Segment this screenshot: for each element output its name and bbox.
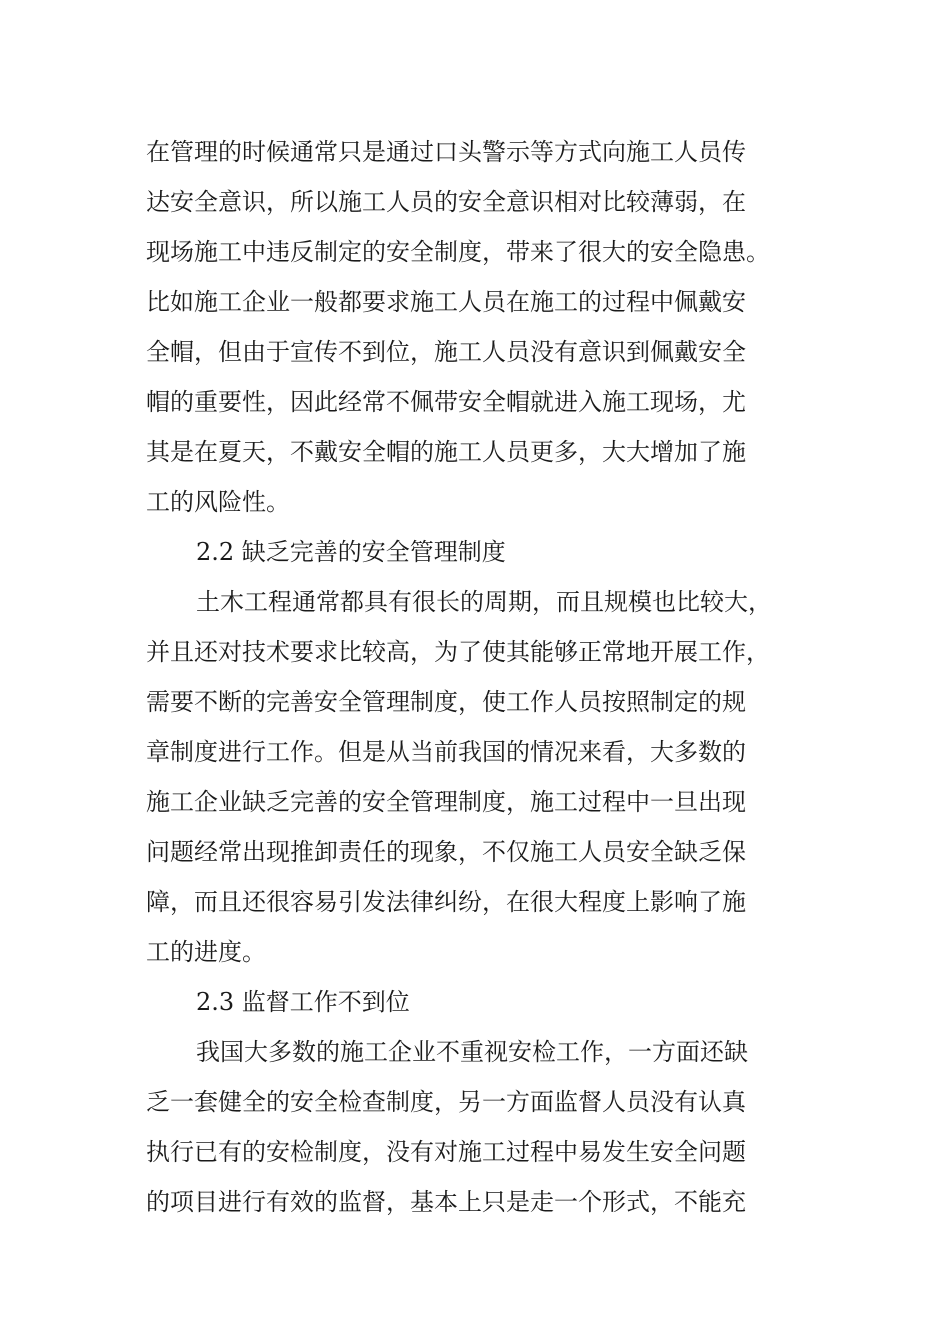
paragraph-line: 工的风险性。 bbox=[146, 488, 290, 516]
paragraph-line: 需要不断的完善安全管理制度，使工作人员按照制定的规 bbox=[146, 688, 746, 716]
paragraph-line: 在管理的时候通常只是通过口头警示等方式向施工人员传 bbox=[146, 138, 746, 166]
paragraph-line: 达安全意识，所以施工人员的安全意识相对比较薄弱，在 bbox=[146, 188, 746, 216]
paragraph-line: 现场施工中违反制定的安全制度，带来了很大的安全隐患。 bbox=[146, 238, 770, 266]
paragraph-line: 乏一套健全的安全检查制度，另一方面监督人员没有认真 bbox=[146, 1088, 746, 1116]
paragraph-line: 的项目进行有效的监督，基本上只是走一个形式，不能充 bbox=[146, 1188, 746, 1216]
paragraph-line: 其是在夏天，不戴安全帽的施工人员更多，大大增加了施 bbox=[146, 438, 746, 466]
paragraph-line: 问题经常出现推卸责任的现象，不仅施工人员安全缺乏保 bbox=[146, 838, 746, 866]
paragraph-line: 工的进度。 bbox=[146, 938, 266, 966]
paragraph-line: 比如施工企业一般都要求施工人员在施工的过程中佩戴安 bbox=[146, 288, 746, 316]
paragraph-line: 全帽，但由于宣传不到位，施工人员没有意识到佩戴安全 bbox=[146, 338, 746, 366]
paragraph-line: 执行已有的安检制度，没有对施工过程中易发生安全问题 bbox=[146, 1138, 746, 1166]
section-heading: 2.3 监督工作不到位 bbox=[196, 988, 410, 1016]
paragraph-line: 帽的重要性，因此经常不佩带安全帽就进入施工现场，尤 bbox=[146, 388, 746, 416]
paragraph-line: 障，而且还很容易引发法律纠纷，在很大程度上影响了施 bbox=[146, 888, 746, 916]
paragraph-line: 章制度进行工作。但是从当前我国的情况来看，大多数的 bbox=[146, 738, 746, 766]
paragraph-line: 施工企业缺乏完善的安全管理制度，施工过程中一旦出现 bbox=[146, 788, 746, 816]
paragraph-line: 土木工程通常都具有很长的周期，而且规模也比较大， bbox=[196, 588, 772, 616]
paragraph-line: 并且还对技术要求比较高，为了使其能够正常地开展工作， bbox=[146, 638, 770, 666]
section-heading: 2.2 缺乏完善的安全管理制度 bbox=[196, 538, 506, 566]
paragraph-line: 我国大多数的施工企业不重视安检工作，一方面还缺 bbox=[196, 1038, 748, 1066]
